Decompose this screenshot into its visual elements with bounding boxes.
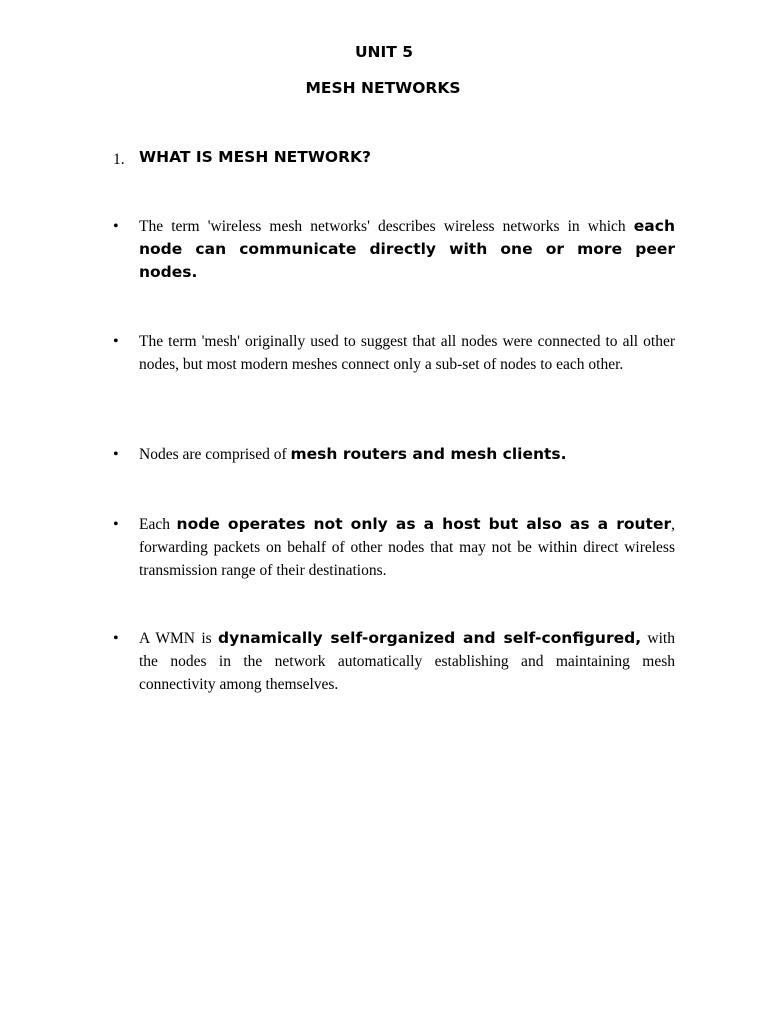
bullet-text-bold: mesh routers and mesh clients. bbox=[290, 445, 567, 463]
bullet-marker: • bbox=[113, 218, 119, 235]
bullet-text-regular-end: , forwarding packets on behalf of other nodes that may not be within direct wireless transmission range of their destinations. bbox=[139, 516, 675, 579]
bullet-marker: • bbox=[113, 333, 119, 350]
bullet-text-regular: The term 'wireless mesh networks' describes wireless networks in which bbox=[139, 218, 634, 235]
bullet-marker: • bbox=[113, 630, 119, 647]
bullet-item bbox=[113, 215, 675, 284]
bullet-text bbox=[139, 513, 675, 582]
bullet-text bbox=[139, 627, 675, 696]
unit-heading: UNIT 5 bbox=[354, 43, 414, 61]
bullet-marker: • bbox=[113, 516, 119, 533]
bullet-text bbox=[139, 215, 675, 284]
bullet-item bbox=[113, 330, 675, 376]
bullet-text-bold: dynamically self-organized and self-configured, bbox=[218, 629, 642, 647]
bullet-text-bold: each node can communicate directly with one or more peer nodes. bbox=[139, 217, 675, 281]
bullet-marker: • bbox=[113, 446, 119, 463]
bullet-text-regular-end: with the nodes in the network automatically establishing and maintaining mesh connectivity among themselves. bbox=[139, 630, 675, 693]
page-title: MESH NETWORKS bbox=[305, 79, 461, 97]
bullet-text-regular: The term 'mesh' originally used to suggest that all nodes were connected to all other nodes, but most modern meshes connect only a sub-set of nodes to each other. bbox=[139, 333, 675, 373]
bullet-item bbox=[113, 627, 675, 696]
bullet-text bbox=[139, 330, 675, 376]
bullet-text bbox=[139, 443, 675, 466]
bullet-text-regular: A WMN is bbox=[139, 630, 219, 647]
bullet-text-regular: Each bbox=[139, 516, 177, 533]
question-number: 1. bbox=[113, 151, 125, 168]
question-heading: WHAT IS MESH NETWORK? bbox=[139, 148, 372, 166]
bullet-item bbox=[113, 443, 675, 466]
bullet-text-regular: Nodes are comprised of bbox=[139, 446, 291, 463]
bullet-text-bold: node operates not only as a host but also as a router bbox=[176, 515, 672, 533]
bullet-item bbox=[113, 513, 675, 582]
